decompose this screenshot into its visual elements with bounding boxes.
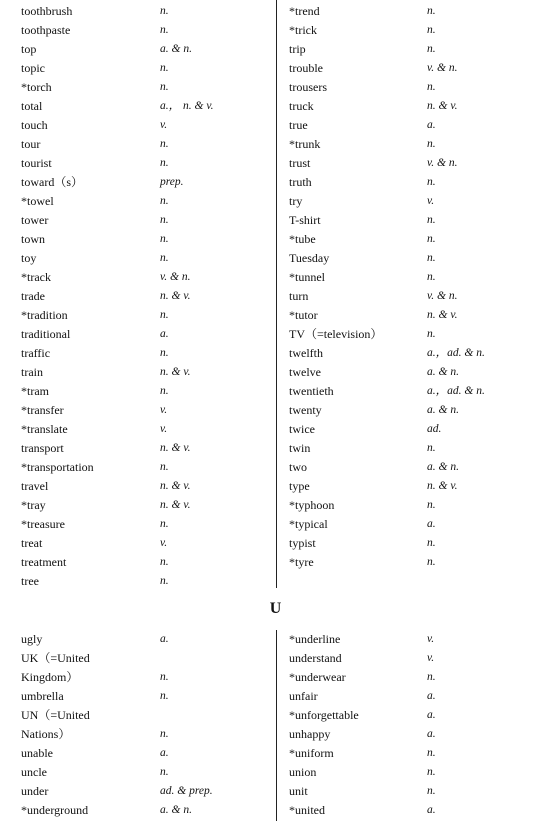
entry-word: *unforgettable <box>289 708 359 722</box>
entry-word: trousers <box>289 80 327 94</box>
entry-word: *trend <box>289 4 320 18</box>
entry-word: twelve <box>289 365 321 379</box>
vocab-entry <box>21 477 271 496</box>
vocab-entry <box>21 382 271 401</box>
entry-word: *tray <box>21 498 46 512</box>
entry-word: ugly <box>21 632 43 646</box>
entry-word: transport <box>21 441 64 455</box>
vocab-entry <box>21 496 271 515</box>
entry-word: *tyre <box>289 555 314 569</box>
vocab-entry <box>289 344 539 363</box>
entry-part-of-speech: v. <box>427 195 435 207</box>
entry-part-of-speech: a.，ad. & n. <box>427 347 485 359</box>
entry-word: toothpaste <box>21 23 71 37</box>
entry-part-of-speech: n. <box>160 195 169 207</box>
vocab-entry <box>289 763 539 782</box>
vocab-entry <box>21 706 271 725</box>
vocab-entry <box>21 630 271 649</box>
entry-word: TV（=television） <box>289 327 383 341</box>
entry-word: Kingdom） <box>21 670 79 684</box>
entry-part-of-speech: v. <box>160 119 168 131</box>
t-left-column <box>21 2 271 591</box>
vocab-entry <box>289 725 539 744</box>
entry-word: under <box>21 784 49 798</box>
entry-word: treat <box>21 536 43 550</box>
entry-word: *trunk <box>289 137 321 151</box>
vocab-entry <box>289 649 539 668</box>
entry-word: *tutor <box>289 308 318 322</box>
entry-word: tree <box>21 574 39 588</box>
vocab-entry <box>21 2 271 21</box>
entry-word: travel <box>21 479 49 493</box>
entry-part-of-speech: n. <box>427 5 436 17</box>
entry-part-of-speech: n. <box>427 43 436 55</box>
vocab-entry <box>21 458 271 477</box>
entry-part-of-speech: a.，ad. & n. <box>427 385 485 397</box>
entry-word: touch <box>21 118 48 132</box>
vocab-entry <box>21 135 271 154</box>
entry-part-of-speech: n. & v. <box>160 290 191 302</box>
vocab-entry <box>21 649 271 668</box>
entry-word: *transportation <box>21 460 94 474</box>
vocab-entry <box>21 801 271 820</box>
entry-word: twentieth <box>289 384 334 398</box>
entry-word: union <box>289 765 317 779</box>
vocab-entry <box>289 249 539 268</box>
letter-heading-u: U <box>269 600 282 617</box>
vocab-entry <box>289 630 539 649</box>
vocab-entry <box>21 40 271 59</box>
entry-word: trade <box>21 289 45 303</box>
entry-part-of-speech: n. <box>160 461 169 473</box>
entry-part-of-speech: v. <box>160 404 168 416</box>
vocab-entry <box>21 344 271 363</box>
vocab-entry <box>289 744 539 763</box>
entry-part-of-speech: n. <box>427 81 436 93</box>
vocab-entry <box>21 744 271 763</box>
vocab-entry <box>289 97 539 116</box>
entry-part-of-speech: a. <box>160 747 169 759</box>
entry-part-of-speech: n. & v. <box>160 480 191 492</box>
entry-word: type <box>289 479 310 493</box>
entry-part-of-speech: n. & v. <box>160 499 191 511</box>
entry-part-of-speech: n. <box>427 499 436 511</box>
entry-part-of-speech: ad. <box>427 423 442 435</box>
vocab-entry <box>289 59 539 78</box>
entry-part-of-speech: n. <box>160 214 169 226</box>
entry-part-of-speech: a. & n. <box>160 804 192 816</box>
entry-word: Nations） <box>21 727 71 741</box>
entry-word: *typical <box>289 517 328 531</box>
entry-word: twelfth <box>289 346 323 360</box>
entry-word: *transfer <box>21 403 64 417</box>
entry-word: unhappy <box>289 727 331 741</box>
entry-word: tourist <box>21 156 52 170</box>
vocab-entry <box>289 401 539 420</box>
entry-word: turn <box>289 289 309 303</box>
entry-part-of-speech: n. <box>427 556 436 568</box>
entry-word: *typhoon <box>289 498 335 512</box>
entry-word: trouble <box>289 61 323 75</box>
entry-word: topic <box>21 61 45 75</box>
vocab-entry <box>21 97 271 116</box>
column-divider-u <box>276 630 277 821</box>
entry-part-of-speech: n. <box>160 518 169 530</box>
entry-part-of-speech: a. <box>427 728 436 740</box>
vocab-entry <box>21 439 271 458</box>
entry-word: *underline <box>289 632 341 646</box>
entry-word: *towel <box>21 194 54 208</box>
entry-part-of-speech: a. <box>427 804 436 816</box>
entry-word: twenty <box>289 403 322 417</box>
entry-word: *translate <box>21 422 68 436</box>
entry-word: toy <box>21 251 37 265</box>
vocab-entry <box>21 515 271 534</box>
entry-part-of-speech: n. <box>427 766 436 778</box>
vocab-entry <box>289 458 539 477</box>
entry-word: umbrella <box>21 689 64 703</box>
vocab-entry <box>21 782 271 801</box>
entry-word: truth <box>289 175 312 189</box>
entry-word: treatment <box>21 555 67 569</box>
entry-part-of-speech: n. <box>427 252 436 264</box>
entry-part-of-speech: v. & n. <box>427 290 458 302</box>
entry-part-of-speech: n. & v. <box>160 366 191 378</box>
vocab-entry <box>289 287 539 306</box>
vocab-entry <box>289 116 539 135</box>
entry-word: T-shirt <box>289 213 321 227</box>
vocab-entry <box>21 230 271 249</box>
vocab-entry <box>289 78 539 97</box>
entry-part-of-speech: a. <box>427 119 436 131</box>
vocab-entry <box>289 382 539 401</box>
vocab-entry <box>21 401 271 420</box>
entry-part-of-speech: n. <box>160 671 169 683</box>
entry-word: understand <box>289 651 342 665</box>
vocab-entry <box>289 477 539 496</box>
vocab-entry <box>289 553 539 572</box>
entry-part-of-speech: a.， n. & v. <box>160 100 214 112</box>
entry-part-of-speech: n. <box>427 747 436 759</box>
entry-part-of-speech: n. <box>160 309 169 321</box>
entry-word: *united <box>289 803 325 817</box>
entry-word: twice <box>289 422 315 436</box>
vocab-entry <box>289 268 539 287</box>
vocab-entry <box>21 154 271 173</box>
vocab-entry <box>21 420 271 439</box>
u-left-column <box>21 630 271 820</box>
entry-word: *treasure <box>21 517 65 531</box>
entry-part-of-speech: n. <box>160 556 169 568</box>
vocab-entry <box>21 249 271 268</box>
entry-word: *tube <box>289 232 316 246</box>
entry-part-of-speech: a. & n. <box>427 461 459 473</box>
entry-part-of-speech: n. <box>160 385 169 397</box>
entry-word: twin <box>289 441 311 455</box>
entry-word: toward（s） <box>21 175 83 189</box>
vocab-entry <box>289 801 539 820</box>
entry-word: *tradition <box>21 308 68 322</box>
vocab-entry <box>289 439 539 458</box>
entry-word: trust <box>289 156 311 170</box>
vocab-entry <box>21 59 271 78</box>
entry-part-of-speech: n. <box>427 537 436 549</box>
entry-word: *underwear <box>289 670 346 684</box>
entry-part-of-speech: ad. & prep. <box>160 785 213 797</box>
entry-part-of-speech: prep. <box>160 176 184 188</box>
vocab-entry <box>21 78 271 97</box>
entry-word: uncle <box>21 765 47 779</box>
entry-word: two <box>289 460 307 474</box>
entry-part-of-speech: n. <box>427 671 436 683</box>
entry-part-of-speech: n. & v. <box>427 100 458 112</box>
entry-part-of-speech: n. <box>427 442 436 454</box>
entry-word: Tuesday <box>289 251 330 265</box>
vocab-entry <box>289 515 539 534</box>
entry-part-of-speech: a. & n. <box>427 366 459 378</box>
vocab-entry <box>21 763 271 782</box>
entry-part-of-speech: n. <box>160 575 169 587</box>
vocab-entry <box>289 230 539 249</box>
vocab-entry <box>21 116 271 135</box>
vocab-entry <box>289 534 539 553</box>
entry-word: unable <box>21 746 53 760</box>
entry-part-of-speech: n. <box>160 5 169 17</box>
entry-word: toothbrush <box>21 4 73 18</box>
vocab-entry <box>21 306 271 325</box>
entry-word: *tram <box>21 384 49 398</box>
entry-word: *tunnel <box>289 270 325 284</box>
vocab-entry <box>21 668 271 687</box>
entry-word: truck <box>289 99 314 113</box>
entry-part-of-speech: n. <box>427 233 436 245</box>
vocab-entry <box>21 173 271 192</box>
entry-part-of-speech: n. <box>427 271 436 283</box>
vocab-entry <box>289 173 539 192</box>
entry-part-of-speech: n. <box>160 347 169 359</box>
entry-word: town <box>21 232 45 246</box>
t-right-column <box>289 2 539 572</box>
entry-part-of-speech: v. & n. <box>160 271 191 283</box>
vocab-entry <box>289 325 539 344</box>
vocab-entry <box>289 668 539 687</box>
entry-word: trip <box>289 42 306 56</box>
vocab-entry <box>21 192 271 211</box>
vocab-entry <box>21 268 271 287</box>
entry-word: train <box>21 365 43 379</box>
vocab-entry <box>289 21 539 40</box>
entry-part-of-speech: n. <box>427 785 436 797</box>
entry-word: try <box>289 194 303 208</box>
entry-part-of-speech: n. <box>427 214 436 226</box>
entry-part-of-speech: v. & n. <box>427 62 458 74</box>
entry-part-of-speech: v. <box>427 633 435 645</box>
vocab-entry <box>289 40 539 59</box>
entry-part-of-speech: n. <box>160 766 169 778</box>
vocab-entry <box>21 572 271 591</box>
vocab-entry <box>289 2 539 21</box>
entry-word: tour <box>21 137 41 151</box>
entry-part-of-speech: n. <box>160 138 169 150</box>
entry-word: top <box>21 42 37 56</box>
u-right-column <box>289 630 539 820</box>
entry-part-of-speech: a. <box>160 633 169 645</box>
entry-word: *trick <box>289 23 317 37</box>
entry-word: unfair <box>289 689 318 703</box>
entry-part-of-speech: n. <box>427 176 436 188</box>
entry-part-of-speech: a. & n. <box>160 43 192 55</box>
entry-part-of-speech: n. <box>160 62 169 74</box>
entry-part-of-speech: v. <box>160 537 168 549</box>
entry-word: total <box>21 99 43 113</box>
vocab-entry <box>289 154 539 173</box>
column-divider-t <box>276 0 277 588</box>
entry-part-of-speech: n. <box>427 24 436 36</box>
entry-part-of-speech: n. <box>160 690 169 702</box>
entry-part-of-speech: n. & v. <box>160 442 191 454</box>
vocab-entry <box>289 135 539 154</box>
entry-part-of-speech: n. <box>160 81 169 93</box>
entry-word: traditional <box>21 327 71 341</box>
entry-part-of-speech: n. & v. <box>427 480 458 492</box>
vocab-entry <box>21 363 271 382</box>
entry-word: unit <box>289 784 308 798</box>
entry-part-of-speech: a. & n. <box>427 404 459 416</box>
entry-part-of-speech: v. & n. <box>427 157 458 169</box>
vocab-entry <box>21 553 271 572</box>
entry-part-of-speech: a. <box>427 690 436 702</box>
entry-word: *uniform <box>289 746 334 760</box>
entry-word: UN（=United <box>21 708 90 722</box>
entry-part-of-speech: n. <box>160 252 169 264</box>
vocab-entry <box>21 21 271 40</box>
entry-part-of-speech: a. <box>427 518 436 530</box>
entry-part-of-speech: n. <box>160 728 169 740</box>
entry-word: *track <box>21 270 51 284</box>
vocab-entry <box>21 287 271 306</box>
vocab-entry <box>289 706 539 725</box>
entry-word: UK（=United <box>21 651 90 665</box>
vocab-entry <box>289 420 539 439</box>
vocab-entry <box>289 782 539 801</box>
entry-part-of-speech: n. <box>160 233 169 245</box>
entry-word: tower <box>21 213 49 227</box>
entry-word: true <box>289 118 308 132</box>
entry-part-of-speech: n. <box>427 328 436 340</box>
vocab-entry <box>21 534 271 553</box>
vocab-entry <box>289 363 539 382</box>
vocab-entry <box>21 687 271 706</box>
vocab-entry <box>21 211 271 230</box>
entry-word: *underground <box>21 803 89 817</box>
entry-part-of-speech: v. <box>427 652 435 664</box>
entry-word: traffic <box>21 346 51 360</box>
entry-part-of-speech: n. <box>160 157 169 169</box>
entry-word: typist <box>289 536 316 550</box>
entry-part-of-speech: n. & v. <box>427 309 458 321</box>
vocab-entry <box>289 687 539 706</box>
entry-part-of-speech: n. <box>427 138 436 150</box>
entry-part-of-speech: a. <box>160 328 169 340</box>
entry-part-of-speech: v. <box>160 423 168 435</box>
entry-part-of-speech: a. <box>427 709 436 721</box>
vocab-entry <box>289 192 539 211</box>
vocab-entry <box>289 211 539 230</box>
entry-part-of-speech: n. <box>160 24 169 36</box>
vocab-entry <box>21 725 271 744</box>
entry-word: *torch <box>21 80 52 94</box>
vocab-entry <box>289 306 539 325</box>
vocab-entry <box>289 496 539 515</box>
vocab-entry <box>21 325 271 344</box>
